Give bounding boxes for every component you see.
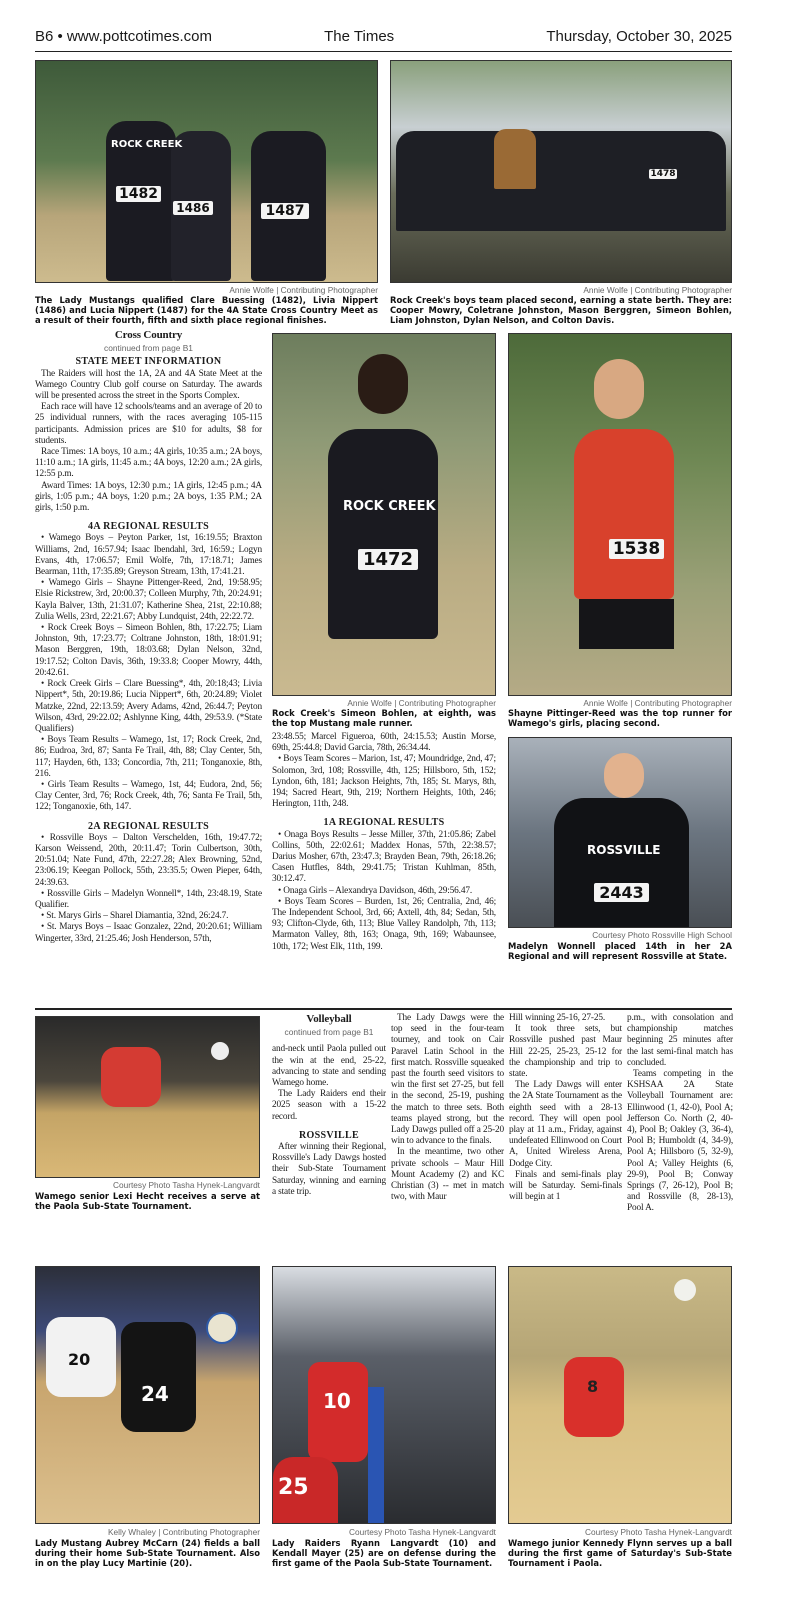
paragraph: In the meantime, two other private schools – Maur Hill Mount Academy (2) and KC Christian (3) -- met in match two, with Maur — [391, 1147, 504, 1203]
jersey-number: 20 — [68, 1350, 91, 1369]
subhead-1a: 1A REGIONAL RESULTS — [323, 817, 445, 829]
paragraph: Race Times: 1A boys, 10 a.m.; 4A girls, 10:35 a.m.; 2A boys, 11:10 a.m.; 1A girls, 11:45 a.m.; 4A boys, 12:20 a.m.; 2A girls, 12:55 p.m. — [35, 447, 262, 480]
jersey-number: 10 — [323, 1389, 351, 1413]
photo-langvardt-mayer — [272, 1266, 496, 1524]
race-bib: 2443 — [594, 883, 649, 902]
photo-shayne-pittenger-reed — [508, 333, 732, 696]
paragraph: • Onaga Boys Results – Jesse Miller, 37th, 21:05.86; Zabel Collins, 50th, 22:02.61; Maddex Honas, 57th, 22:38.57; Darius Mosher, 67th, 23:47.3; Brayden Bean, 79th, 26:18.26; Casen Hutfles, 84th, 29:41.75; Tristan Kuhlman, 85th, 30:12.47. — [272, 829, 496, 885]
paragraph: • St. Marys Boys – Isaac Gonzalez, 22nd, 20:20.61; William Wingerter, 33rd, 21:25.46; Josh Henderson, 57th, — [35, 922, 262, 944]
paper-name: The Times — [324, 28, 395, 45]
jersey-text: ROSSVILLE — [587, 843, 661, 857]
volleyball-article-col4 — [627, 1013, 733, 1215]
photo-caption: Shayne Pittinger-Reed was the top runner for Wamego's girls, placing second. — [508, 708, 732, 728]
photo-caption: Lady Raiders Ryann Langvardt (10) and Kendall Mayer (25) are on defense during the first game of the Paola Sub-State Tournament. — [272, 1538, 496, 1568]
paragraph: 23:48.55; Marcel Figueroa, 60th, 24:15.53; Austin Morse, 69th, 25:44.8; David Garcia, 78th, 26:34.44. — [272, 732, 496, 754]
paragraph: p.m., with consolation and championship matches beginning 25 minutes after the last semi-final match has concluded. — [627, 1013, 733, 1068]
photo-credit: Courtesy Photo Tasha Hynek-Langvardt — [349, 1527, 496, 1537]
jersey-number: 24 — [141, 1382, 169, 1406]
cross-country-article — [35, 330, 262, 945]
photo-caption: Lady Mustang Aubrey McCarn (24) fields a ball during their home Sub-State Tournament. Also in on the play Lucy Martinie (20). — [35, 1538, 260, 1568]
continued-note: continued from page B1 — [104, 343, 193, 354]
section-divider — [35, 1008, 732, 1010]
jersey-number: 8 — [587, 1377, 599, 1396]
paragraph: • Girls Team Results – Wamego, 1st, 44; Eudora, 2nd, 56; Clay Center, 3rd, 76; Rock Creek, 4th, 76; Santa Fe Trail, 5th, 122; Tonganoxie, 6th, 147. — [35, 779, 262, 813]
photo-credit: Annie Wolfe | Contributing Photographer — [583, 698, 732, 708]
race-bib: 1487 — [261, 203, 309, 219]
photo-caption: Madelyn Wonnell placed 14th in her 2A Regional and will represent Rossville at State. — [508, 941, 732, 961]
paragraph: • Rossville Girls – Madelyn Wonnell*, 14th, 23:48.19, State Qualifier. — [35, 888, 262, 910]
jersey-text: ROCK CREEK — [111, 139, 183, 150]
paragraph: • Boys Team Results – Wamego, 1st, 17; Rock Creek, 2nd, 86; Eudroa, 3rd, 87; Santa Fe Trail, 4th, 88; Clay Center, 5th, 117; Hayden, 6th, 133; Concordia, 7th, 211; Tonganoxie, 8th, 216. — [35, 735, 262, 779]
photo-credit: Kelly Whaley | Contributing Photographer — [107, 1527, 260, 1537]
race-bib: 1478 — [650, 169, 676, 179]
subhead-rossville: ROSSVILLE — [299, 1129, 359, 1141]
paragraph: • Boys Team Scores – Marion, 1st, 47; Moundridge, 2nd, 47; Solomon, 3rd, 108; Rossville, 4th, 125; Hillsboro, 5th, 152; Lyndon, 6th, 181; Jackson Heights, 7th, 185; St. Marys, 8th, 194; Sacred Heart, 9th, 219; Northern Heights, 10th, 246; Herington, 11th, 248. — [272, 754, 496, 810]
cross-country-article-continued — [272, 732, 496, 953]
paragraph: The Lady Dawgs will enter the 2A State Tournament as the eighth seed with a 28-13 record. They will open pool play at 11 a.m., Friday, against undefeated Ellinwood on Court A, United Wireless Arena, Dodge City. — [509, 1080, 622, 1169]
section-title: Volleyball — [306, 1013, 352, 1025]
page-folio: B6 • www.pottcotimes.com — [35, 28, 212, 45]
photo-credit: Annie Wolfe | Contributing Photographer — [347, 698, 496, 708]
paragraph: and-neck until Paola pulled out the win at the end, 25-22, advancing to state and sending Wamego home. — [272, 1044, 386, 1089]
paragraph: Award Times: 1A boys, 12:30 p.m.; 1A girls, 12:45 p.m.; 4A girls, 1:05 p.m.; 4A boys, 1:20 p.m.; 2A boys, 1:35 P.M.; 2A girls, 1:50 p.m. — [35, 480, 262, 514]
photo-lady-mustangs-runners — [35, 60, 378, 283]
paragraph: The Raiders will host the 1A, 2A and 4A State Meet at the Wamego Country Club golf course on Saturday. The awards will be presented across the street in the Sports Complex. — [35, 368, 262, 402]
photo-credit: Courtesy Photo Tasha Hynek-Langvardt — [585, 1527, 732, 1537]
photo-madelyn-wonnell — [508, 737, 732, 928]
photo-caption: Wamego junior Kennedy Flynn serves up a ball during the first game of Saturday's Sub-State Tournament i Paola. — [508, 1538, 732, 1568]
jersey-text: ROCK CREEK — [343, 499, 436, 514]
paragraph: Hill winning 25-16, 27-25. — [509, 1013, 606, 1023]
paragraph: • Onaga Girls – Alexandrya Davidson, 46th, 29:56.47. — [278, 885, 473, 896]
paragraph: • Wamego Boys – Peyton Parker, 1st, 16:19.55; Braxton Williams, 2nd, 16:57.94; Isaac Ibendahl, 3rd, 16:59.; Logyn Evans, 4th, 17:06.57; Emil Wolfe, 7th, 17:18.71; James Bearman, 11th, 17:35.89; Greyson Stream, 13th, 17:41.21. — [35, 533, 262, 578]
jersey-number: 25 — [278, 1475, 309, 1500]
subhead-4a: 4A REGIONAL RESULTS — [88, 521, 209, 533]
photo-rock-creek-boys-team — [390, 60, 732, 283]
photo-lexi-hecht — [35, 1016, 260, 1178]
section-title: Cross Country — [114, 329, 183, 341]
photo-caption: Rock Creek's boys team placed second, earning a state berth. They are: Cooper Mowry, Coletrane Johnston, Mason Berggren, Simeon Bohlen, Liam Johnston, Dylan Nelson, and Colton Davis. — [390, 295, 732, 325]
paragraph: Teams competing in the KSHSAA 2A State Volleyball Tournament are: Ellinwood (1, 42-0), Pool A; Jefferson Co. North (2, 40-4), Pool B; Oakley (3, 36-4), Pool B; Humboldt (4, 34-9), Pool A; Hillsboro (5, 32-9), Pool A; Valley Heights (6, 29-9), Pool B; Conway Springs (7, 26-12), Pool B; and Rossville (8, 28-13), Pool A. — [627, 1069, 733, 1214]
photo-caption: The Lady Mustangs qualified Clare Buessing (1482), Livia Nippert (1486) and Lucia Nippert (1487) for the 4A State Cross Country Meet as a result of their fourth, fifth and sixth place regional finishes. — [35, 295, 378, 325]
paragraph: • Rock Creek Boys – Simeon Bohlen, 8th, 17:22.75; Liam Johnston, 9th, 17:23.77; Coltrane Johnston, 18th, 18:01.91; Mason Berggren, 19th, 18:03.68; Dylan Nelson, 32nd, 19:17.52; Colton Davis, 36th, 19:33.8; Cooper Mowry, 44th, 20:42.61. — [35, 623, 262, 678]
volleyball-article-col2 — [391, 1013, 504, 1203]
subhead-state-meet: STATE MEET INFORMATION — [75, 356, 222, 368]
continued-note: continued from page B1 — [284, 1027, 374, 1038]
paragraph: The Lady Dawgs were the top seed in the four-team tourney, and took on Cair Paravel Latin School in the first match. Rossville squeaked past the fourth seed visitors to win the first set 27-25, but fell in the second, 25-19, pushing the match to three sets. Both teams played strong, but the Lady Dawgs pulled off a 25-20 win to advance to the finals. — [391, 1013, 504, 1147]
paragraph: • Rock Creek Girls – Clare Buessing*, 4th, 20:18;43; Livia Nippert*, 5th, 20:19.86; Lucia Nippert*, 6th, 20:24.89; Violet Matzke, 22nd, 22:13.59; Avery Adams, 42nd, 26:44.7; Peyton Wilson, 43rd, 29:22.02; Ashlynne King, 44th, 29:53.9. (*State Qualifiers) — [35, 679, 262, 734]
photo-caption: Rock Creek's Simeon Bohlen, at eighth, was the top Mustang male runner. — [272, 708, 496, 728]
photo-simeon-bohlen — [272, 333, 496, 696]
issue-date: Thursday, October 30, 2025 — [546, 28, 732, 45]
photo-aubrey-mccarn — [35, 1266, 260, 1524]
paragraph: It took three sets, but Rossville pushed past Maur Hill 22-25, 25-23, 25-12 for the championship and trip to state. — [509, 1024, 622, 1080]
paragraph: • Rossville Boys – Dalton Verschelden, 16th, 19:47.72; Karson Weissend, 20th, 20:11.47; Torin Culbertson, 30th, 20:51.04; Nate Fund, 47th, 22:27.28; Alex Browning, 52nd, 23:06.19; Keegan Pollock, 55th, 23:35.5; Owen Pieper, 64th, 24:39.63. — [35, 832, 262, 888]
volleyball-article-col3 — [509, 1013, 622, 1203]
subhead-2a: 2A REGIONAL RESULTS — [88, 820, 209, 832]
paragraph: Each race will have 12 schools/teams and an average of 20 to 25 individual runners, with the races averaging 105-115 participants. Admission prices are $10 for adults, $8 for students. — [35, 402, 262, 446]
race-bib: 1538 — [609, 539, 664, 559]
race-bib: 1472 — [358, 549, 418, 570]
paragraph: After winning their Regional, Rossville's Lady Dawgs hosted their Sub-State Tournament Saturday, winning and earning a state trip. — [272, 1142, 386, 1197]
photo-credit: Annie Wolfe | Contributing Photographer — [583, 285, 732, 295]
photo-caption: Wamego senior Lexi Hecht receives a serve at the Paola Sub-State Tournament. — [35, 1191, 260, 1211]
paragraph: • Boys Team Scores – Burden, 1st, 26; Centralia, 2nd, 46; The Independent School, 3rd, 66; Axtell, 4th, 84; Sedan, 5th, 93; Clifton-Clyde, 6th, 113; Blue Valley Randolph, 7th, 113; Marmaton Valley, 8th, 163; Onaga, 9th, 169; Wabaunsee, 10th, 172; West Elk, 11th, 199. — [272, 896, 496, 952]
paragraph: • St. Marys Girls – Sharel Diamantia, 32nd, 26:24.7. — [41, 911, 229, 922]
race-bib: 1482 — [116, 186, 161, 202]
photo-credit: Courtesy Photo Tasha Hynek-Langvardt — [113, 1180, 260, 1190]
page-header — [35, 28, 732, 52]
paragraph: • Wamego Girls – Shayne Pittenger-Reed, 2nd, 19:58.95; Elsie Rickstrew, 3rd, 20:00.37; Colleen Murphy, 7th, 20:24.91; Kayla Balver, 13th, 21:31.07; Katherine Shea, 21st, 22:10.88; Zulia Wells, 23rd, 22:21.67; Abby Lundquist, 24th, 22:22.72. — [35, 578, 262, 622]
race-bib: 1486 — [173, 201, 213, 215]
volleyball-article-col1 — [272, 1014, 386, 1198]
photo-credit: Annie Wolfe | Contributing Photographer — [229, 285, 378, 295]
paragraph: The Lady Raiders end their 2025 season with a 15-22 record. — [272, 1089, 386, 1122]
paragraph: Finals and semi-finals play will be Saturday. Semi-finals will begin at 1 — [509, 1169, 622, 1203]
photo-credit: Courtesy Photo Rossville High School — [592, 930, 732, 940]
photo-kennedy-flynn — [508, 1266, 732, 1524]
